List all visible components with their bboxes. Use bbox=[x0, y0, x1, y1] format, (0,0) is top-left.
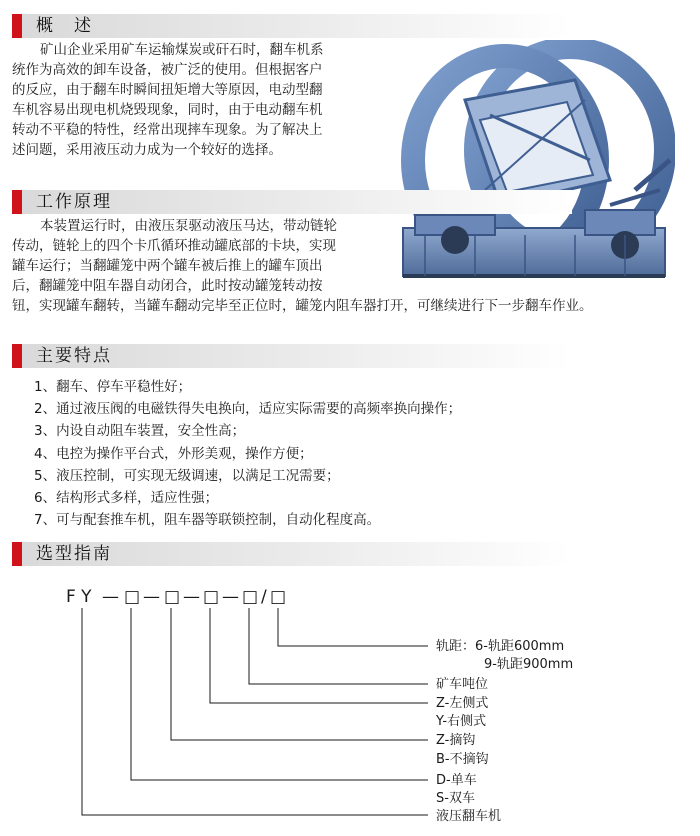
section-title: 主要特点 bbox=[36, 346, 112, 366]
code-box: □ bbox=[270, 587, 287, 607]
section-title: 选型指南 bbox=[36, 544, 112, 564]
code-box: □ bbox=[203, 587, 220, 607]
text-line: 转动不平稳的特性，经常出现摔车现象。为了解决上 bbox=[12, 122, 323, 138]
feature-item: 1、翻车、停车平稳性好； bbox=[34, 379, 192, 395]
text-line: 后，翻罐笼中阻车器自动闭合，此时按动罐笼转动按 bbox=[12, 278, 323, 294]
leader-line bbox=[210, 608, 428, 703]
label-hydraulic-tipper: 液压翻车机 bbox=[436, 809, 502, 824]
feature-item: 4、电控为操作平台式，外形美观，操作方便； bbox=[34, 445, 313, 462]
section-title: 工作原理 bbox=[36, 192, 112, 212]
code-sep: — bbox=[183, 587, 200, 607]
text-line: 矿山企业采用矿车运输煤炭或矸石时，翻车机系 bbox=[40, 42, 324, 58]
text-line: 统作为高效的卸车设备，被广泛的使用。但根据客户 bbox=[12, 62, 323, 78]
feature-list bbox=[34, 376, 461, 531]
leader-line bbox=[131, 608, 428, 780]
label-double-car: S-双车 bbox=[436, 791, 475, 806]
text-line: 钮，实现罐车翻转，当罐车翻动完毕至正位时，罐笼内阻车器打开，可继续进行下一步翻车作业。 bbox=[12, 298, 593, 314]
code-box: □ bbox=[124, 587, 141, 607]
code-slash: / bbox=[261, 587, 267, 607]
section-title: 概 述 bbox=[36, 16, 93, 36]
text-line: 罐车运行；当翻罐笼中两个罐车被后推上的罐车顶出 bbox=[12, 258, 323, 274]
label-left-side: Z-左侧式 bbox=[436, 696, 489, 711]
label-gauge-900: 9-轨距900mm bbox=[484, 657, 574, 672]
code-sep: — bbox=[102, 587, 119, 607]
text-line: 本装置运行时，由液压泵驱动液压马达，带动链轮 bbox=[40, 218, 337, 234]
code-prefix: F Y bbox=[66, 587, 92, 607]
feature-item: 2、通过液压阀的电磁铁得失电换向，适应实际需要的高频率换向操作； bbox=[34, 401, 462, 418]
feature-item: 3、内设自动阻车装置，安全性高； bbox=[34, 423, 246, 440]
leader-line bbox=[82, 608, 428, 815]
section-marker bbox=[12, 344, 22, 368]
feature-item: 5、液压控制，可实现无级调速，以满足工况需要； bbox=[34, 467, 340, 484]
label-single-car: D-单车 bbox=[436, 773, 477, 788]
text-line: 述问题，采用液压动力成为一个较好的选择。 bbox=[12, 142, 282, 158]
label-uncoupling: Z-摘钩 bbox=[436, 733, 476, 748]
label-no-uncoupling: B-不摘钩 bbox=[436, 752, 489, 767]
label-gauge: 轨距：6-轨距600mm bbox=[436, 639, 565, 654]
overview-text bbox=[12, 40, 392, 160]
code-box: □ bbox=[164, 587, 181, 607]
text-line: 的反应，由于翻车时瞬间扭矩增大等原因，电动型翻 bbox=[12, 82, 323, 98]
label-right-side: Y-右侧式 bbox=[436, 714, 487, 729]
code-sep: — bbox=[222, 587, 239, 607]
section-header-overview bbox=[12, 14, 572, 38]
code-box: □ bbox=[242, 587, 259, 607]
text-line: 车机容易出现电机烧毁现象，同时，由于电动翻车机 bbox=[12, 102, 323, 118]
model-code-diagram bbox=[0, 570, 700, 836]
feature-item: 6、结构形式多样，适应性强； bbox=[34, 490, 219, 507]
principle-text bbox=[12, 216, 692, 316]
label-tonnage: 矿车吨位 bbox=[436, 677, 489, 692]
leader-line bbox=[278, 608, 428, 646]
section-marker bbox=[12, 14, 22, 38]
section-header-selection bbox=[12, 542, 572, 566]
section-marker bbox=[12, 190, 22, 214]
feature-item: 7、可与配套推车机，阻车器等联锁控制，自动化程度高。 bbox=[34, 512, 381, 529]
section-marker bbox=[12, 542, 22, 566]
section-header-features bbox=[12, 344, 572, 368]
code-sep: — bbox=[143, 587, 160, 607]
section-header-principle bbox=[12, 190, 572, 214]
text-line: 传动，链轮上的四个卡爪循环推动罐底部的卡块，实现 bbox=[12, 238, 336, 254]
